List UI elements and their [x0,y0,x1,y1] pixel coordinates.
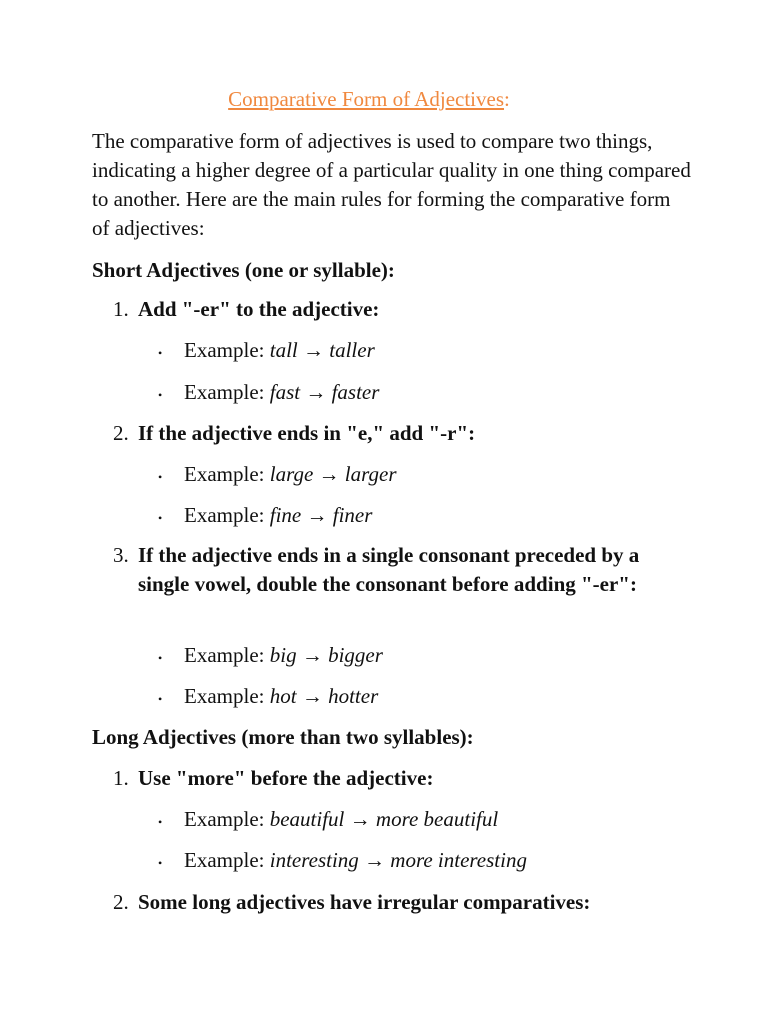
example-from: fine [269,503,302,527]
example-item [158,337,375,366]
example-from: fast [269,380,301,404]
example-to: more interesting [390,848,527,872]
rule-item [113,419,683,448]
rule-text: Use "more" before the adjective: [138,766,434,790]
rule-number: 3. [113,543,129,567]
example-item [158,642,383,671]
bullet-icon: • [158,815,163,829]
example-label: Example: [184,643,265,667]
example-label: Example: [184,684,265,708]
rule-item [113,541,683,599]
example-label: Example: [184,807,265,831]
example-to: hotter [328,684,379,708]
example-label: Example: [184,338,265,362]
arrow-icon: → [303,338,324,362]
example-to: taller [329,338,375,362]
bullet-icon: • [158,511,163,525]
example-item [158,379,379,408]
rule-number: 2. [113,890,129,914]
rule-item [113,295,683,324]
rule-text: If the adjective ends in a single consonant preceded by a single vowel, double the consonant before adding "-er": [138,543,640,596]
bullet-icon: • [158,856,163,870]
arrow-icon: → [364,848,386,872]
example-to: more beautiful [375,807,499,831]
example-item [158,502,372,531]
section-heading-short: Short Adjectives (one or syllable): [92,258,395,282]
example-from: tall [269,338,298,362]
example-from: large [269,462,314,486]
arrow-icon: → [301,643,323,667]
bullet-icon: • [158,388,163,402]
rule-item [113,888,683,917]
example-from: beautiful [269,807,345,831]
example-to: finer [332,503,373,527]
rule-number: 1. [113,766,129,790]
arrow-icon: → [306,503,328,527]
example-label: Example: [184,380,265,404]
example-to: larger [344,462,397,486]
page-title [0,86,738,112]
example-item [158,806,498,835]
page-title-text: Comparative Form of Adjectives [228,87,505,111]
rule-text: Some long adjectives have irregular comparatives: [138,890,591,914]
arrow-icon: → [301,684,323,708]
example-item [158,683,378,712]
rule-number: 1. [113,297,129,321]
rule-number: 2. [113,421,129,445]
arrow-icon: → [305,380,327,404]
example-label: Example: [184,503,265,527]
example-to: faster [331,380,380,404]
page-title-suffix: : [504,87,510,111]
example-to: bigger [328,643,383,667]
intro-paragraph: The comparative form of adjectives is used to compare two things, indicating a higher degree of a particular quality in one thing compared to another. Here are the main rules for forming the comparative form of adjectives: [92,129,691,240]
rule-text: Add "-er" to the adjective: [138,297,380,321]
arrow-icon: → [318,462,340,486]
example-label: Example: [184,848,265,872]
bullet-icon: • [158,692,163,706]
example-item [158,461,397,490]
example-item [158,847,527,876]
example-from: big [269,643,297,667]
bullet-icon: • [158,470,163,484]
arrow-icon: → [349,807,371,831]
example-from: hot [269,684,297,708]
section-heading-long: Long Adjectives (more than two syllables): [92,725,474,749]
bullet-icon: • [158,346,163,360]
rule-item [113,764,683,793]
example-from: interesting [269,848,359,872]
example-label: Example: [184,462,265,486]
rule-text: If the adjective ends in "e," add "-r": [138,421,476,445]
bullet-icon: • [158,651,163,665]
